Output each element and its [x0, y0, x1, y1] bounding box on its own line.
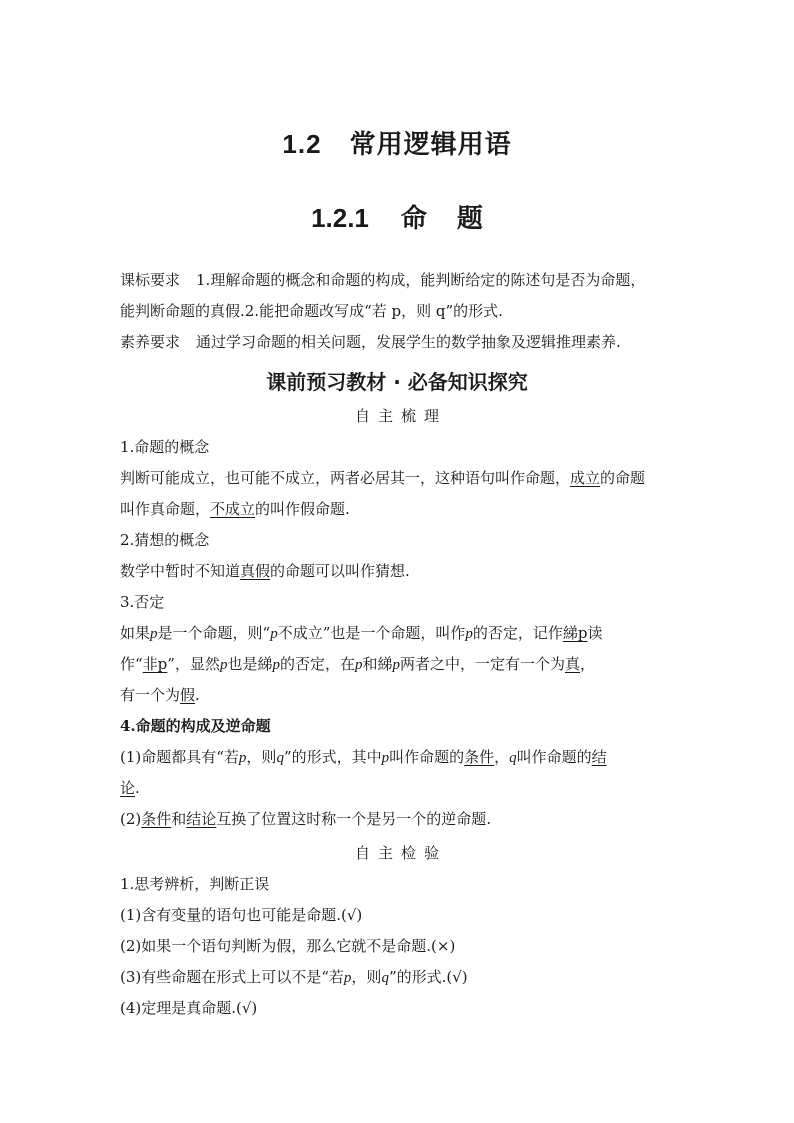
- structure-text-3: [120, 809, 491, 829]
- var-p: p: [343, 970, 352, 986]
- section-title: [0, 198, 794, 235]
- negation-text-2: [120, 654, 595, 675]
- var-p: p: [354, 657, 363, 673]
- text: (2): [120, 810, 142, 828]
- text: 数学中暂时不知道: [120, 562, 241, 580]
- text: 叫作真命题，: [120, 500, 211, 518]
- blank-answer: 条件: [141, 810, 172, 828]
- blank-answer: 成立: [570, 469, 601, 487]
- text: 也是綈: [227, 655, 273, 673]
- text: 如果: [120, 624, 151, 642]
- text: 是一个命题，则“: [157, 624, 271, 642]
- requirements-line-2: [120, 301, 503, 321]
- literacy-line: [120, 332, 621, 352]
- text: 的叫作假命题.: [255, 500, 350, 518]
- conjecture-text: [120, 561, 410, 581]
- var-p: p: [392, 657, 400, 673]
- preview-section-title: 课前预习教材 · 必备知识探究: [266, 370, 528, 394]
- text: ”的形式.(√): [388, 968, 468, 986]
- blank-answer: 非p: [142, 655, 168, 673]
- exercise-heading: 1.思考辨析，判断正误: [120, 875, 270, 893]
- exercise-item-2: (2)如果一个语句判断为假，那么它就不是命题.(×): [120, 937, 456, 955]
- text: 两者之中，一定有一个为: [400, 655, 566, 673]
- section-char-1: 命: [400, 204, 427, 234]
- text: (1)命题都具有“若: [120, 748, 239, 766]
- conjecture-heading: 2.猜想的概念: [120, 531, 210, 549]
- text: ，则: [246, 748, 277, 766]
- blank-answer: 真假: [240, 562, 271, 580]
- structure-heading: 4.命题的构成及逆命题: [120, 717, 271, 735]
- text: 和: [171, 810, 187, 828]
- exercise-item-4: (4)定理是真命题.(√): [120, 999, 258, 1017]
- text: .: [135, 779, 140, 797]
- text: 叫作命题的: [389, 748, 465, 766]
- literacy-label: 素养要求: [120, 333, 181, 351]
- chapter-title: [0, 124, 794, 161]
- text: 不成立”也是一个命题，叫作: [277, 624, 466, 642]
- var-q: q: [381, 970, 389, 986]
- text: 有一个为: [120, 686, 181, 704]
- var-p: p: [465, 626, 473, 642]
- concept-heading: 1.命题的概念: [120, 438, 210, 456]
- chapter-number: 1.2: [282, 129, 322, 159]
- text: ，: [580, 655, 596, 673]
- negation-text-3: [120, 685, 200, 705]
- self-check-heading: 自主检验: [354, 844, 447, 862]
- var-p: p: [270, 626, 278, 642]
- text: 互换了位置这时称一个是另一个的逆命题.: [216, 810, 492, 828]
- text: 读: [587, 624, 603, 642]
- exercise-item-3: [120, 967, 468, 988]
- text: ”的形式，其中: [283, 748, 382, 766]
- text: .: [195, 686, 200, 704]
- negation-text-1: [120, 623, 603, 644]
- requirements-text: 1.理解命题的概念和命题的构成，能判断给定的陈述句是否为命题，: [196, 271, 646, 289]
- section-char-2: 题: [456, 204, 483, 234]
- blank-answer: 真: [565, 655, 581, 673]
- requirements-label: 课标要求: [120, 271, 181, 289]
- text: ”，显然: [167, 655, 220, 673]
- chapter-title-text: 常用逻辑用语: [349, 130, 512, 160]
- blank-answer: 结论: [186, 810, 217, 828]
- requirements-line-1: [120, 270, 645, 290]
- blank-answer: 结: [591, 748, 607, 766]
- structure-text-1: [120, 747, 607, 768]
- text: ，则: [351, 968, 382, 986]
- var-q: q: [276, 750, 284, 766]
- blank-answer: 綈p: [562, 624, 588, 642]
- structure-text-2: [120, 778, 140, 798]
- var-p: p: [219, 657, 228, 673]
- text: 的命题可以叫作猜想.: [270, 562, 410, 580]
- var-p: p: [238, 750, 247, 766]
- text: ，: [494, 748, 510, 766]
- blank-answer: 论: [120, 779, 136, 797]
- literacy-text: 通过学习命题的相关问题，发展学生的数学抽象及逻辑推理素养.: [196, 333, 621, 351]
- text: 的命题: [600, 469, 646, 487]
- var-q: q: [509, 750, 517, 766]
- concept-text-2: [120, 499, 350, 519]
- var-p: p: [272, 657, 280, 673]
- text: 的否定，在: [279, 655, 355, 673]
- negation-heading: 3.否定: [120, 593, 165, 611]
- text: 叫作命题的: [516, 748, 592, 766]
- text: 的否定，记作: [472, 624, 563, 642]
- blank-answer: 不成立: [210, 500, 256, 518]
- blank-answer: 条件: [464, 748, 495, 766]
- text: 判断可能成立，也可能不成立，两者必居其一，这种语句叫作命题，: [120, 469, 571, 487]
- var-p: p: [150, 626, 158, 642]
- requirements-text-2: 能判断命题的真假.2.能把命题改写成“若 p，则 q”的形式.: [120, 302, 503, 320]
- concept-text-1: [120, 468, 645, 488]
- exercise-item-1: (1)含有变量的语句也可能是命题.(√): [120, 906, 363, 924]
- self-study-heading: 自主梳理: [354, 407, 447, 425]
- var-p: p: [381, 750, 390, 766]
- blank-answer: 假: [180, 686, 196, 704]
- text: 和綈: [362, 655, 393, 673]
- section-number: 1.2.1: [311, 203, 369, 233]
- text: (3)有些命题在形式上可以不是“若: [120, 968, 344, 986]
- text: 作“: [120, 655, 143, 673]
